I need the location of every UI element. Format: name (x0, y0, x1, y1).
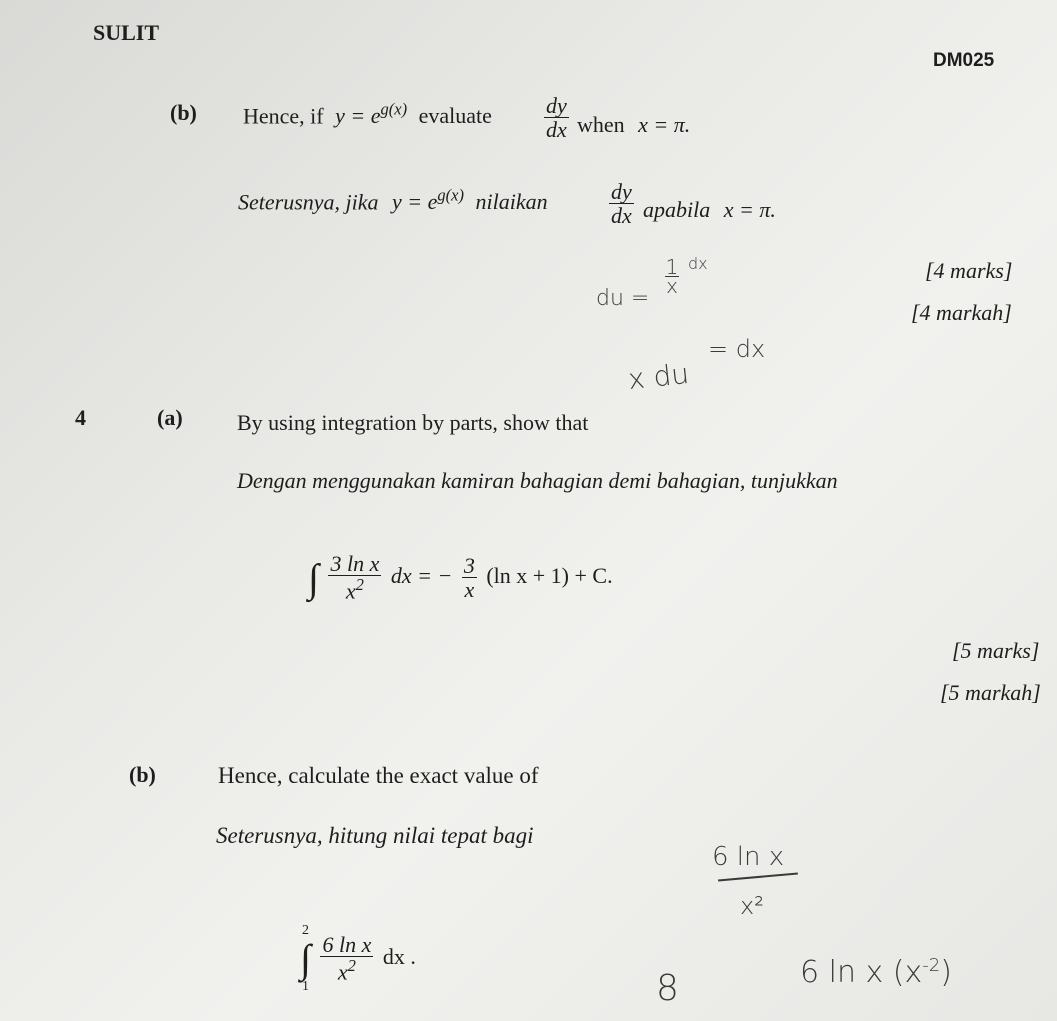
q3b-en-line: Hence, if $y = e^{g(x)}$ evaluate (243, 100, 492, 129)
q3b-marks-ms: [4 markah] (911, 300, 1012, 325)
q3b-en-fraction: $\frac{dy}{dx}$ (546, 93, 567, 143)
q3b-ms-line: Seterusnya, jika $y = e^{g(x)}$ nilaikan (238, 186, 548, 215)
q4a-marks-ms: [5 markah] (940, 680, 1041, 705)
q4a-marks-en: [5 marks] (952, 638, 1040, 663)
q4a-integral: ∫ $\frac{\text{3 ln x}}{x^2}$ dx = − $\frac{3}{x}$ (ln x + 1) + C. (308, 551, 613, 604)
q4a-en: By using integration by parts, show that (237, 410, 589, 435)
q4b-definite-integral: 2 ∫ 1 $\frac{\text{6 ln x}}{x^2}$ dx . (300, 923, 416, 994)
q4a-label: (a) (157, 405, 183, 430)
q3b-ms-fraction: $\frac{dy}{dx}$ (611, 179, 632, 229)
handwriting-equals-dx: = dx (708, 335, 766, 363)
header-code: DM025 (933, 50, 995, 71)
q4b-label: (b) (129, 762, 156, 787)
handwriting-fraction-1: 1 x (665, 255, 679, 298)
handwriting-dx: dx (688, 254, 708, 273)
q3b-label: (b) (170, 100, 197, 125)
q3b-ms-apabila: apabila x = π. (643, 197, 776, 222)
q4b-en: Hence, calculate the exact value of (218, 763, 539, 788)
header-sulit: SULIT (93, 20, 160, 45)
handwriting-x2: x² (740, 892, 764, 920)
handwriting-fraction-bar (718, 873, 798, 882)
handwriting-6lnx: 6 ln x (712, 842, 785, 872)
q3b-en-when: when x = π. (577, 112, 691, 137)
q3b-marks-en: [4 marks] (925, 258, 1013, 283)
handwriting-du: du = (596, 286, 650, 311)
handwriting-mark: 8 (656, 968, 679, 1009)
handwriting-xdu: x du (626, 356, 691, 397)
q4-number: 4 (75, 405, 86, 430)
q4b-ms: Seterusnya, hitung nilai tepat bagi (216, 823, 534, 848)
q4a-ms: Dengan menggunakan kamiran bahagian demi bahagian, tunjukkan (237, 468, 838, 493)
handwriting-expression: 6 ln x $(x^{-2})$ (800, 955, 952, 990)
